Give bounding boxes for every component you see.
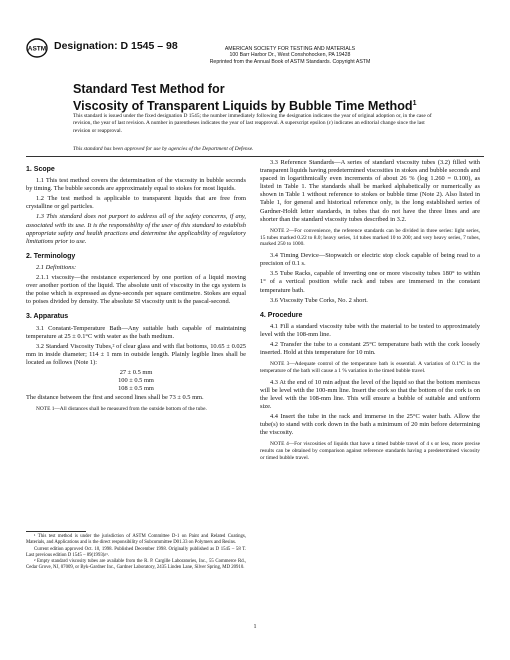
header-divider bbox=[26, 156, 484, 157]
paragraph: 3.1 Constant-Temperature Bath—Any suitable bath capable of maintaining temperature at 25 ± 0.1°C with water as the bath medium. bbox=[26, 324, 246, 340]
publisher-block bbox=[0, 46, 510, 65]
paragraph: 4.3 At the end of 10 min adjust the level of the liquid so that the bottom meniscus will be level with the 100-mm line. Insert the cork so that the bottom of the cork is on the level with the 108-mm line. This will ensure a bubble of suitable and uniform size. bbox=[260, 378, 480, 411]
dod-approval: This standard has been approved for use by agencies of the Department of Defense. bbox=[73, 146, 254, 152]
title-line1: Standard Test Method for bbox=[73, 82, 225, 96]
paragraph: 3.3 Reference Standards—A series of standard viscosity tubes (3.2) filled with transparent liquids having predetermined viscosities in stokes and bubble seconds and spaced in logarithmically even increments of about 26 % (log 1.260 = 0.100), as listed in Table 1. The standards shall be marked alphabetically or numerically as shown in Table 1 without reference to stokes or bubble time (Note 2). Also listed in Table 1, for general and historical reference only, is the long established series of Gardner-Holdt letter standards, in tubes that do not have the three lines and are shorter than the standard viscosity tubes described in 3.2. bbox=[260, 159, 480, 223]
note: NOTE 2—For convenience, the reference standards can be divided in three series: light series, 15 tubes marked 0.22 to 8.0; heavy series, 14 tubes marked 10 to 200; and very heavy series, 7 tubes, marked 250 to 1000. bbox=[260, 227, 480, 248]
paragraph: 3.4 Timing Device—Stopwatch or electric stop clock capable of being read to a precision of 0.1 s. bbox=[260, 252, 480, 268]
footnote: ² Empty standard viscosity tubes are available from the R. P. Cargille Laboratories, Inc., 55 Commerce Rd., Cedar Grove, NJ, 07009, or Byk-Gardner Inc., Gardner Laboratory, 2435 Linden Lane, Silver Spring, MD 20910. bbox=[26, 559, 246, 571]
astm-logo-text: ASTM bbox=[27, 45, 47, 53]
footnote: Current edition approved Oct. 10, 1998. Published December 1998. Originally published as D 1545 – 58 T. Last previous edition D 1545 – 89(1993)ε¹. bbox=[26, 546, 246, 558]
title-main: Viscosity of Transparent Liquids by Bubble Time Method bbox=[73, 98, 413, 113]
publisher-line: AMERICAN SOCIETY FOR TESTING AND MATERIALS bbox=[224, 46, 356, 52]
paragraph: 1.1 This test method covers the determination of the viscosity in bubble seconds by timing. The bubble seconds are approximately equal to stokes for most liquids. bbox=[26, 177, 246, 193]
note: NOTE 3—Adequate control of the temperature bath is essential. A variation of 0.1°C in the temperature of the bath will cause a 1 % variation in the timed bubble travel. bbox=[260, 361, 480, 374]
page-number: 1 bbox=[253, 624, 257, 630]
section-heading: 1. Scope bbox=[26, 166, 55, 173]
footnote-divider bbox=[26, 531, 86, 532]
paragraph: 4.1 Fill a standard viscosity tube with the material to be tested to approximately level with the 108-mm line. bbox=[260, 322, 480, 338]
paragraph: 4.2 Transfer the tube to a constant 25°C temperature bath with the cork loosely inserted. Hold at this temperature for 10 min. bbox=[260, 340, 480, 357]
section-heading: 3. Apparatus bbox=[26, 313, 69, 321]
publisher-line: 100 Barr Harbor Dr., West Conshohocken, PA 19428 bbox=[229, 52, 351, 59]
section-heading: 4. Procedure bbox=[260, 311, 303, 319]
paragraph: 1.3 This standard does not purport to address all of the safety concerns, if any, associated with its use. It is the responsibility of the user of this standard to establish appropriate safety and health practices and determine the applicability of regulatory limitations prior to use. bbox=[26, 213, 246, 245]
section-heading: 2. Terminology bbox=[26, 252, 76, 260]
paragraph: 3.6 Viscosity Tube Corks, No. 2 short. bbox=[270, 296, 368, 304]
paragraph: 2.1.1 viscosity—the resistance experienced by one portion of a liquid moving over another portion of the liquid. The absolute unit of viscosity in the cgs system is the poise which is expressed as dyne-seconds per square centimetre. Stokes are equal to poises divided by density. The absolute SI viscosity unit is the pascal-second. bbox=[26, 274, 246, 306]
paragraph: 1.2 The test method is applicable to transparent liquids that are free from crystalline or gel particles. bbox=[26, 195, 246, 211]
paragraph: The distance between the first and second lines shall be 73 ± 0.5 mm. bbox=[26, 393, 204, 401]
issuance-statement: This standard is issued under the fixed designation D 1545; the number immediately following the designation indicates the year of original adoption or, in the case of revision, the year of last revision. A number in parentheses indicates the year of last reapproval. A superscript epsilon (ε) indicates an editorial change since the last revision or reapproval. bbox=[73, 113, 432, 134]
document-title bbox=[73, 82, 417, 113]
footnotes bbox=[26, 534, 246, 572]
paragraph: 2.1 Definitions: bbox=[36, 263, 77, 271]
line-position: 100 ± 0.5 mm bbox=[118, 377, 154, 385]
designation: Designation: D 1545 – 98 bbox=[54, 40, 178, 52]
paragraph: 4.4 Insert the tube in the rack and immerse in the 25°C water bath. Allow the tube(s) to stand with cork down in the bath a minimum of 20 min before determining the viscosity. bbox=[260, 413, 480, 437]
title-footnote-mark: 1 bbox=[412, 99, 417, 107]
paragraph: 3.2 Standard Viscosity Tubes,² of clear glass and with flat bottoms, 10.65 ± 0.025 mm in inside diameter; 114 ± 1 mm in outside length. Plainly legible lines shall be located as follows (Note 1): bbox=[26, 342, 246, 366]
paragraph: 3.5 Tube Racks, capable of inverting one or more viscosity tubes 180° to within 1° of a vertical position while rack and tubes are immersed in the constant temperature bath. bbox=[260, 270, 480, 294]
title-line2 bbox=[73, 97, 417, 114]
footnote: ¹ This test method is under the jurisdiction of ASTM Committee D-1 on Paint and Related Coatings, Materials, and Applications and is the direct responsibility of Subcommittee D01.33 on Polymers and Resins. bbox=[26, 534, 246, 546]
right-column bbox=[260, 159, 480, 466]
note: NOTE 1—All distances shall be measured from the outside bottom of the tube. bbox=[36, 405, 207, 412]
left-column bbox=[26, 159, 246, 416]
line-position: 108 ± 0.5 mm bbox=[118, 385, 154, 393]
note: NOTE 4—For viscosities of liquids that have a timed bubble travel of 4 s or less, more precise results can be obtained by comparison against reference standards having a predetermined viscosity or timed bubble travel. bbox=[260, 441, 480, 462]
line-position: 27 ± 0.5 mm bbox=[119, 368, 153, 376]
publisher-line: Reprinted from the Annual Book of ASTM Standards. Copyright ASTM bbox=[209, 58, 371, 65]
